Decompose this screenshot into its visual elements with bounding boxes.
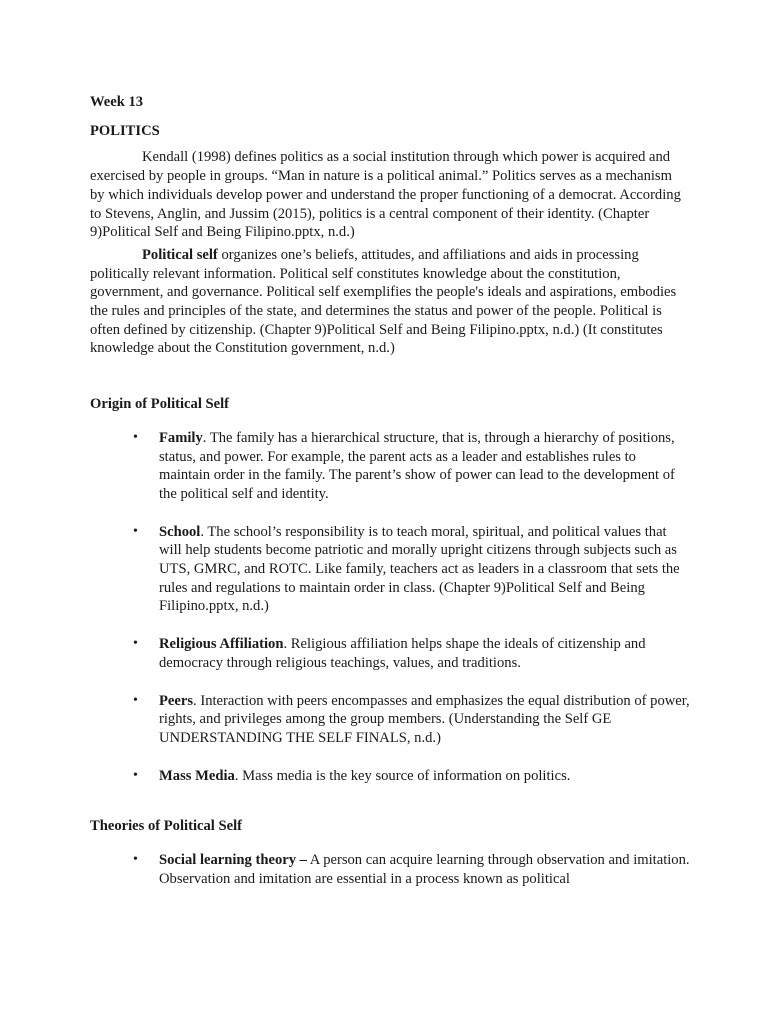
bullet-icon: • — [133, 767, 138, 783]
list-item — [90, 429, 690, 504]
bullet-icon: • — [133, 852, 138, 868]
origin-section-title: Origin of Political Self — [90, 396, 230, 413]
theories-list — [90, 851, 690, 888]
list-item-term: Family — [159, 429, 203, 446]
list-item — [90, 523, 690, 617]
section-heading-politics: POLITICS — [90, 122, 160, 139]
theories-section-title: Theories of Political Self — [90, 818, 242, 835]
list-item-term: School — [159, 523, 201, 540]
list-item-text: A person can acquire learning through observation and imitation. Observation and imitation are essential in a process known as political — [159, 852, 690, 887]
bullet-icon: • — [133, 429, 138, 445]
list-item-text: . Mass media is the key source of information on politics. — [234, 767, 571, 784]
week-label: Week 13 — [90, 94, 144, 110]
paragraph-politics-definition — [90, 148, 690, 242]
political-self-text: organizes one’s beliefs, attitudes, and affiliations and aids in processing politically relevant information. Political self constitutes knowledge about the constitution, government, and governance. Political self exemplifies the people's ideals and aspirations, embodies the rules and principles of the state, and determines the status and power of the people. Political is often defined by citizenship. (Chapter 9)Political Self and Being Filipino.pptx, n.d.) (It constitutes knowledge about the Constitution government, n.d.) — [90, 246, 677, 357]
list-item — [90, 635, 690, 672]
list-item — [90, 851, 690, 888]
paragraph-political-self — [90, 246, 690, 358]
origin-list — [90, 429, 690, 786]
bullet-icon: • — [133, 692, 138, 708]
bullet-icon: • — [133, 636, 138, 652]
spacer — [90, 362, 690, 395]
document-page — [90, 93, 690, 908]
list-item — [90, 692, 690, 748]
bullet-icon: • — [133, 523, 138, 539]
list-item-text: . The school’s responsibility is to teach moral, spiritual, and political values that will help students become patriotic and morally upright citizens through subjects such as UTS, GMRC, and ROTC. Like family, teachers act as leaders in a classroom that sets the rules and regulations to maintain order in class. (Chapter 9)Political Self and Being Filipino.pptx, n.d.) — [159, 523, 680, 615]
list-item-text: . Interaction with peers encompasses and emphasizes the equal distribution of power, rights, and privileges among the group members. (Understanding the Self GE UNDERSTANDING THE SELF FINALS, n.d.) — [159, 692, 690, 746]
political-self-term: Political self — [142, 246, 218, 263]
list-item-term: Social learning theory – — [159, 852, 307, 869]
list-item-term: Mass Media — [159, 767, 235, 784]
paragraph-politics-text: Kendall (1998) defines politics as a social institution through which power is acquired and exercised by people in groups. “Man in nature is a political animal.” Politics serves as a mechanism by which individuals develop power and understand the proper functioning of a democrat. According to Stevens, Anglin, and Jussim (2015), politics is a central component of their identity. (Chapter 9)Political Self and Being Filipino.pptx, n.d.) — [90, 149, 681, 241]
list-item — [90, 767, 690, 786]
list-item-term: Peers — [159, 692, 194, 709]
list-item-term: Religious Affiliation — [159, 636, 284, 653]
list-item-text: . The family has a hierarchical structure, that is, through a hierarchy of positions, status, and power. For example, the parent acts as a leader and establishes rules to maintain order in the family. The parent’s show of power can lead to the development of the political self and identity. — [159, 429, 675, 502]
list-item-text: . Religious affiliation helps shape the ideals of citizenship and democracy through religious teachings, values, and traditions. — [159, 636, 646, 671]
